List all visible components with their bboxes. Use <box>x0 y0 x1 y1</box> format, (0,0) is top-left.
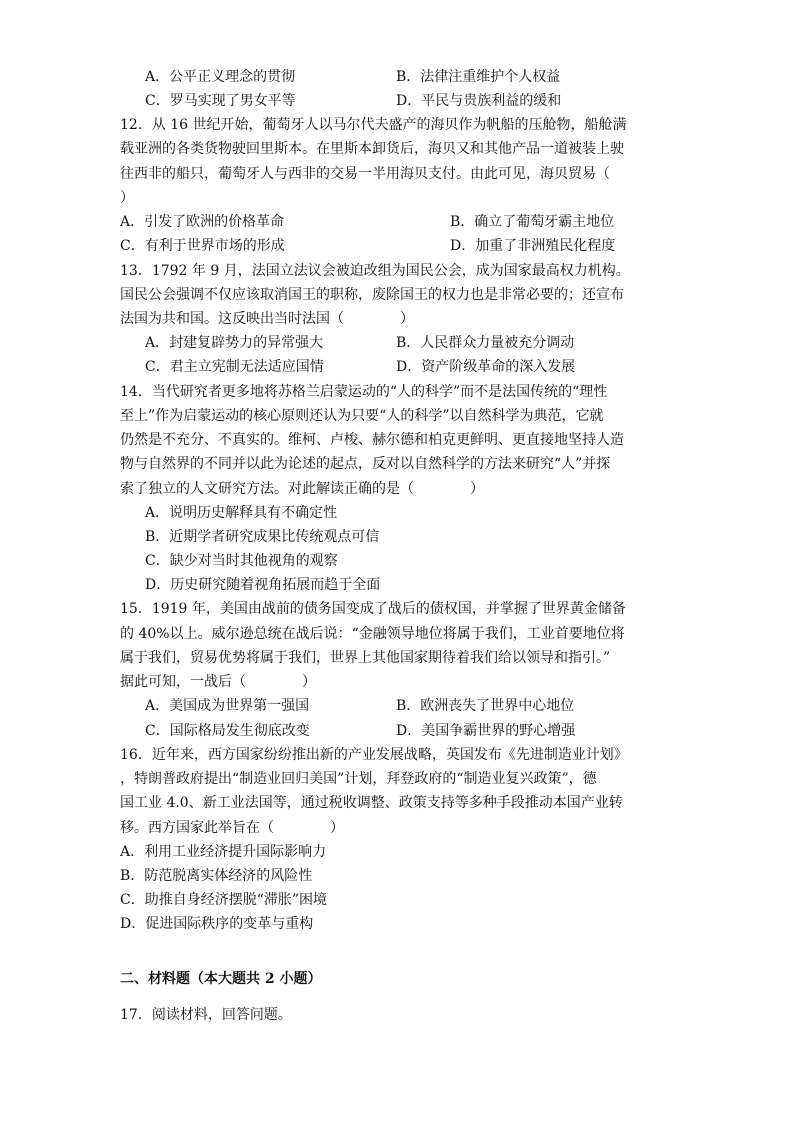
q15-option-a: A．美国成为世界第一强国 <box>145 698 310 714</box>
q16-option-b: B．防范脱离实体经济的风险性 <box>120 868 313 884</box>
q12-stem-line-4: ） <box>120 190 134 206</box>
q16-option-a: A．利用工业经济提升国际影响力 <box>120 844 327 860</box>
q12-option-d: D．加重了非洲殖民化程度 <box>450 238 616 254</box>
q16-stem-line-1: 16．近年来，西方国家纷纷推出新的产业发展战略，英国发布《先进制造业计划》 <box>120 747 628 763</box>
q14-stem-line-5: 索了独立的人文研究方法。对此解读正确的是（ ） <box>120 481 484 497</box>
q13-option-row-2 <box>145 358 745 376</box>
q14-stem-line-3: 仍然是不充分、不真实的。维柯、卢梭、赫尔德和柏克更鲜明、更直接地坚持人造 <box>120 432 624 448</box>
q15-option-row-2 <box>145 722 745 740</box>
q15-option-c: C．国际格局发生彻底改变 <box>145 723 310 739</box>
q15-option-b: B．欧洲丧失了世界中心地位 <box>396 698 575 714</box>
q13-option-row-1 <box>145 334 745 352</box>
q14-option-c: C．缺少对当时其他视角的观察 <box>145 553 338 569</box>
q12-option-row-1 <box>120 213 740 231</box>
q13-stem-line-3: 法国为共和国。这反映出当时法国（ ） <box>120 311 414 327</box>
q15-stem-line-3: 属于我们，贸易优势将属于我们，世界上其他国家期待着我们给以领导和指引。” <box>120 650 611 666</box>
q15-option-row-1 <box>145 697 745 715</box>
q15-stem-line-1: 15．1919 年，美国由战前的债务国变成了战后的债权国，并掌握了世界黄金储备 <box>120 601 626 617</box>
q15-stem-line-2: 的 40%以上。威尔逊总统在战后说：“金融领导地位将属于我们，工业首要地位将 <box>120 626 625 642</box>
q13-stem-line-2: 国民公会强调不仅应该取消国王的职称，废除国王的权力也是非常必要的；还宣布 <box>120 287 624 303</box>
q11-option-c: C．罗马实现了男女平等 <box>145 93 296 109</box>
q14-option-b: B．近期学者研究成果比传统观点可信 <box>145 529 380 545</box>
section-2-title: 二、材料题（本大题共 2 小题） <box>120 971 322 987</box>
q11-option-d: D．平民与贵族利益的缓和 <box>396 93 562 109</box>
q14-stem-line-2: 至上”作为启蒙运动的核心原则还认为只要“人的科学”以自然科学为典范，它就 <box>120 408 604 424</box>
q14-stem-line-1: 14．当代研究者更多地将苏格兰启蒙运动的“人的科学”而不是法国传统的“理性 <box>120 384 608 400</box>
q16-stem-line-3: 国工业 4.0、新工业法国等，通过税收调整、政策支持等多种手段推动本国产业转 <box>120 795 623 811</box>
q11-option-b: B．法律注重维护个人权益 <box>396 69 561 85</box>
q13-option-a: A．封建复辟势力的异常强大 <box>145 335 324 351</box>
q12-option-row-2 <box>120 237 740 255</box>
q12-option-b: B．确立了葡萄牙霸主地位 <box>450 214 615 230</box>
q17-stem: 17．阅读材料，回答问题。 <box>120 1007 292 1023</box>
q13-option-b: B．人民群众力量被充分调动 <box>396 335 575 351</box>
q13-option-c: C．君主立宪制无法适应国情 <box>145 359 324 375</box>
q13-stem-line-1: 13．1792 年 9 月，法国立法议会被迫改组为国民公会，成为国家最高权力机构。 <box>120 263 630 279</box>
q15-option-d: D．美国争霸世界的野心增强 <box>396 723 576 739</box>
q16-stem-line-4: 移。西方国家此举旨在（ ） <box>120 820 344 836</box>
q15-stem-line-4: 据此可知，一战后（ ） <box>120 674 316 690</box>
q16-option-d: D．促进国际秩序的变革与重构 <box>120 916 314 932</box>
q11-option-a: A．公平正义理念的贯彻 <box>145 69 296 85</box>
q12-stem-line-1: 12．从 16 世纪开始，葡萄牙人以马尔代夫盛产的海贝作为帆船的压舱物，船舱满 <box>120 117 627 133</box>
q12-option-c: C．有利于世界市场的形成 <box>120 238 285 254</box>
q16-option-c: C．助推自身经济摆脱“滞胀”困境 <box>120 892 328 908</box>
q14-option-a: A．说明历史解释具有不确定性 <box>145 505 338 521</box>
q12-stem-line-3: 往西非的船只，葡萄牙人与西非的交易一半用海贝支付。由此可见，海贝贸易（ <box>120 166 610 182</box>
q14-option-d: D．历史研究随着视角拓展而趋于全面 <box>145 577 381 593</box>
q13-option-d: D．资产阶级革命的深入发展 <box>396 359 576 375</box>
q11-option-row-1 <box>145 68 745 86</box>
q12-option-a: A．引发了欧洲的价格革命 <box>120 214 285 230</box>
q11-option-row-2 <box>145 92 745 110</box>
q12-stem-line-2: 载亚洲的各类货物驶回里斯本。在里斯本卸货后，海贝又和其他产品一道被装上驶 <box>120 141 624 157</box>
q14-stem-line-4: 物与自然界的不同并以此为论述的起点，反对以自然科学的方法来研究“人”并探 <box>120 456 611 472</box>
q16-stem-line-2: ，特朗普政府提出“制造业回归美国”计划，拜登政府的“制造业复兴政策”，德 <box>120 771 597 787</box>
